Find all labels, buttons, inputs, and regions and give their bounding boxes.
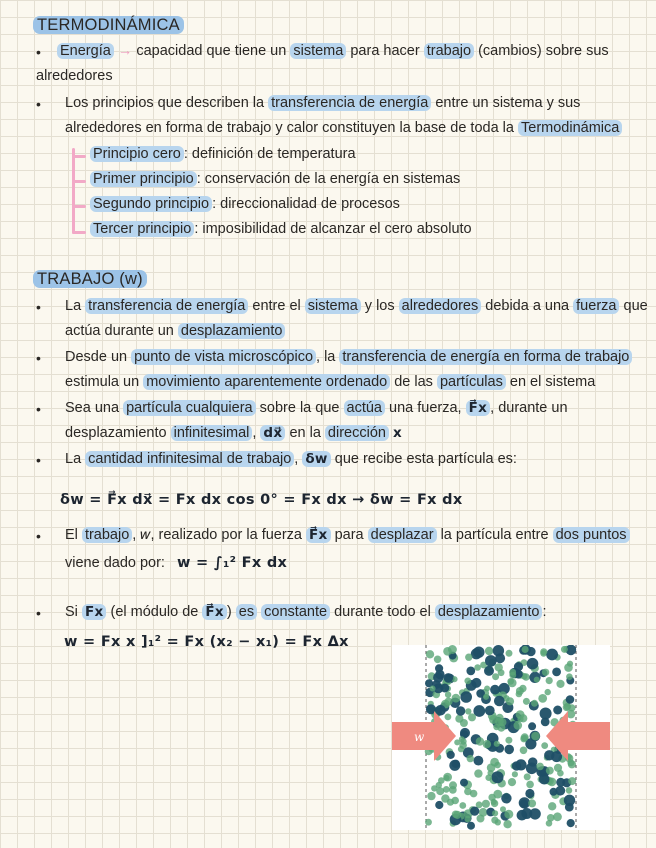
- particle: [485, 706, 495, 716]
- particle: [553, 706, 562, 715]
- particle: [564, 663, 573, 672]
- particle: [435, 705, 446, 716]
- text: que recibe esta partícula es:: [334, 451, 517, 467]
- energia-line-1: [57, 43, 609, 59]
- hl-transferencia: transferencia de energía en forma de trabajo: [339, 349, 632, 365]
- hl-es: es: [236, 604, 257, 620]
- hl-delta-w: δw: [302, 451, 330, 467]
- particle: [494, 696, 505, 707]
- particle: [508, 778, 516, 786]
- particle: [539, 774, 550, 785]
- text: para: [334, 527, 364, 543]
- text: :: [542, 604, 547, 620]
- bullet-dot: •: [36, 299, 41, 315]
- b2-line-2: [65, 374, 595, 390]
- particle: [536, 763, 544, 771]
- particle: [464, 788, 472, 796]
- hl-desplazar: desplazar: [368, 527, 437, 543]
- particle: [494, 741, 500, 747]
- hl-desplazamiento: desplazamiento: [178, 323, 286, 339]
- particle: [468, 713, 476, 721]
- particle: [473, 647, 484, 658]
- particle: [460, 691, 472, 703]
- particle: [505, 737, 512, 744]
- hl-fuerza: fuerza: [573, 298, 619, 314]
- text: desplazamiento: [65, 425, 167, 441]
- text: , la: [316, 349, 336, 365]
- particle: [520, 747, 528, 755]
- text: una fuerza,: [389, 400, 462, 416]
- particle: [484, 666, 494, 676]
- particle: [519, 685, 526, 692]
- particle: [517, 810, 528, 821]
- text: en la: [289, 425, 321, 441]
- b5-line-2: [65, 555, 287, 571]
- particle: [465, 708, 471, 714]
- particle: [492, 771, 504, 783]
- particle: [474, 769, 482, 777]
- particle: [567, 819, 575, 827]
- particle: [426, 650, 434, 658]
- particle: [464, 678, 471, 685]
- particle: [564, 795, 575, 806]
- pink-tree-line: [72, 148, 75, 234]
- particle: [517, 716, 523, 722]
- particle: [546, 677, 553, 684]
- particle: [534, 677, 540, 683]
- var-x: x: [392, 425, 402, 441]
- particle: [460, 779, 468, 787]
- text: (cambios) sobre sus: [478, 43, 609, 59]
- subitem-term: Principio cero: [90, 146, 184, 162]
- particle: [460, 719, 468, 727]
- particle: [550, 788, 558, 796]
- subitem-term: Tercer principio: [90, 221, 194, 237]
- particle: [568, 704, 575, 711]
- particle: [529, 808, 540, 819]
- particle: [526, 763, 538, 775]
- text: y los: [364, 298, 395, 314]
- text: entre un sistema y sus: [435, 95, 581, 111]
- particle: [444, 673, 454, 683]
- text: Sea una: [65, 400, 120, 416]
- text: capacidad que tiene un: [136, 43, 287, 59]
- particle: [512, 761, 521, 770]
- text: La: [65, 451, 82, 467]
- particle: [434, 656, 442, 664]
- particle: [466, 667, 475, 676]
- principios-line-1: [65, 95, 580, 111]
- text: La: [65, 298, 82, 314]
- hl-sistema: sistema: [305, 298, 361, 314]
- hl-trabajo: trabajo: [82, 527, 132, 543]
- particle: [483, 694, 489, 700]
- particle: [531, 700, 538, 707]
- bullet-dot: •: [36, 44, 41, 60]
- text: sobre la que: [259, 400, 340, 416]
- subitem-principio-cero: [90, 146, 356, 162]
- particle: [465, 654, 472, 661]
- bullet-dot: •: [36, 350, 41, 366]
- title-text: TERMODINÁMICA: [33, 16, 184, 34]
- bullet-dot: •: [36, 528, 41, 544]
- hl-movimiento: movimiento aparentemente ordenado: [143, 374, 390, 390]
- particle: [471, 678, 481, 688]
- particle: [447, 751, 455, 759]
- hl-fx-vector: F⃗x: [466, 400, 491, 416]
- hl-fx-vector: F⃗x: [306, 527, 331, 543]
- title-text: TRABAJO (w): [33, 270, 147, 288]
- text: entre el: [252, 298, 301, 314]
- pink-branch: [72, 180, 86, 183]
- particle: [459, 741, 467, 749]
- particle: [452, 760, 460, 768]
- subitem-text: : conservación de la energía en sistemas: [196, 171, 461, 187]
- particle: [547, 814, 555, 822]
- pink-branch: [72, 205, 86, 208]
- energia-term: Energía: [57, 43, 114, 59]
- particle: [528, 799, 536, 807]
- text: , 𝑤, realizado: [132, 527, 218, 543]
- particle: [485, 647, 493, 655]
- particle: [566, 695, 575, 704]
- particle: [482, 800, 490, 808]
- principios-line-2: [65, 120, 622, 136]
- particle: [545, 689, 551, 695]
- hl-particulas: partículas: [437, 374, 506, 390]
- particle: [551, 751, 562, 762]
- pink-branch: [72, 155, 86, 158]
- particle: [445, 692, 451, 698]
- particle: [566, 787, 573, 794]
- particle: [495, 819, 501, 825]
- text: ,: [294, 451, 299, 467]
- pink-arrow-icon: →: [117, 43, 133, 59]
- text: (el módulo de: [110, 604, 199, 620]
- particle: [436, 782, 442, 788]
- hl-transferencia: transferencia de energía: [268, 95, 431, 111]
- hl-direccion: dirección: [325, 425, 389, 441]
- section-title-termodinamica: [33, 16, 184, 35]
- particle: [470, 807, 479, 816]
- text: , durante un: [490, 400, 568, 416]
- subitem-tercer-principio: [90, 221, 472, 237]
- particle: [508, 679, 517, 688]
- particle: [444, 698, 452, 706]
- text: de las: [394, 374, 433, 390]
- b3-line-2: [65, 425, 402, 441]
- hl-trabajo: trabajo: [424, 43, 474, 59]
- particle: [556, 680, 564, 688]
- b4-line: [65, 451, 517, 467]
- text: por la fuerza: [221, 527, 302, 543]
- particle: [525, 789, 534, 798]
- b1-line-2: [65, 323, 285, 339]
- particle: [561, 646, 568, 653]
- arrow-label: w: [414, 730, 425, 744]
- particle: [493, 790, 502, 799]
- b6-line: [65, 604, 546, 620]
- particle: [504, 745, 514, 755]
- hl-desplazamiento: desplazamiento: [435, 604, 543, 620]
- particle: [435, 801, 443, 809]
- particle: [541, 742, 548, 749]
- text: en el sistema: [509, 374, 596, 390]
- particle: [520, 799, 529, 808]
- text: Si: [65, 604, 78, 620]
- particle: [427, 792, 435, 800]
- subitem-term: Primer principio: [90, 171, 197, 187]
- particle: [506, 650, 513, 657]
- particle: [456, 706, 465, 715]
- hl-actua: actúa: [344, 400, 385, 416]
- pink-branch: [72, 231, 86, 234]
- particle: [566, 673, 573, 680]
- hl-particula: partícula cualquiera: [123, 400, 256, 416]
- hl-punto-vista: punto de vista microscópico: [131, 349, 316, 365]
- hl-transferencia: transferencia de energía: [85, 298, 248, 314]
- text: alrededores en forma de trabajo y calor constituyen la base de toda la: [65, 120, 514, 136]
- particle: [503, 820, 511, 828]
- particle: [440, 684, 449, 693]
- subitem-segundo-principio: [90, 196, 400, 212]
- b1-line-1: [65, 298, 648, 314]
- particle: [531, 732, 540, 741]
- particle: [443, 647, 452, 656]
- bullet-dot: •: [36, 605, 41, 621]
- hl-dx-vector: dx⃗: [260, 425, 285, 441]
- particle: [523, 698, 530, 705]
- particle: [464, 816, 471, 823]
- particles-figure: [392, 645, 610, 830]
- particle: [548, 802, 556, 810]
- particle: [430, 686, 436, 692]
- hl-infinitesimal: infinitesimal: [171, 425, 253, 441]
- particle: [492, 673, 499, 680]
- text: estimula un: [65, 374, 140, 390]
- particles-svg: [392, 645, 610, 830]
- hl-dos-puntos: dos puntos: [553, 527, 630, 543]
- energia-line-2: alrededores: [36, 68, 113, 84]
- hl-sistema: sistema: [290, 43, 346, 59]
- b2-line-1: [65, 349, 632, 365]
- particle: [538, 694, 547, 703]
- particle: [552, 668, 561, 677]
- particle: [527, 658, 539, 670]
- particle: [512, 771, 518, 777]
- particle: [435, 664, 443, 672]
- subitem-text: : imposibilidad de alcanzar el cero absoluto: [194, 221, 472, 237]
- text: Los principios que describen la: [65, 95, 265, 111]
- particle: [496, 714, 504, 722]
- particle: [506, 697, 514, 705]
- particle: [467, 755, 474, 762]
- particle: [521, 735, 528, 742]
- text: ): [226, 604, 232, 620]
- text: durante todo el: [334, 604, 431, 620]
- section-title-trabajo: [33, 270, 147, 289]
- particle: [447, 799, 454, 806]
- bullet-dot: •: [36, 96, 41, 112]
- particle: [425, 819, 432, 826]
- particle: [492, 810, 498, 816]
- particle: [568, 777, 576, 785]
- particle: [467, 822, 475, 830]
- hl-constante: constante: [261, 604, 330, 620]
- particle: [504, 810, 513, 819]
- particle: [514, 721, 523, 730]
- particle: [490, 685, 500, 695]
- particle: [449, 781, 457, 789]
- particle: [490, 758, 499, 767]
- particle: [501, 793, 511, 803]
- particle: [485, 774, 492, 781]
- text: actúa durante un: [65, 323, 174, 339]
- hl-termodinamica: Termodinámica: [518, 120, 622, 136]
- particle: [553, 812, 562, 821]
- particle: [445, 714, 452, 721]
- particle: [528, 722, 536, 730]
- particle: [485, 655, 497, 667]
- particle: [495, 663, 503, 671]
- text: Desde un: [65, 349, 128, 365]
- particle: [452, 694, 461, 703]
- particle: [477, 815, 485, 823]
- particle: [509, 669, 516, 676]
- particle: [493, 645, 504, 656]
- text: debida a una: [485, 298, 570, 314]
- particle: [526, 781, 534, 789]
- bullet-dot: •: [36, 401, 41, 417]
- particle: [546, 767, 554, 775]
- hl-fx: Fx: [82, 604, 107, 620]
- particle: [474, 756, 484, 766]
- formula-constant-work: w = Fx x ]₁² = Fx (x₂ − x₁) = Fx Δx: [64, 634, 349, 650]
- particle: [491, 799, 497, 805]
- subitem-term: Segundo principio: [90, 196, 212, 212]
- b5-line-1: [65, 527, 630, 543]
- particle: [452, 811, 459, 818]
- text: viene dado por:: [65, 555, 165, 571]
- subitem-primer-principio: [90, 171, 460, 187]
- particle: [546, 649, 558, 661]
- particle: [540, 708, 552, 720]
- particle: [542, 669, 549, 676]
- hl-cantidad: cantidad infinitesimal de trabajo: [85, 451, 294, 467]
- particle: [522, 646, 529, 653]
- formula-delta-w: δw = F⃗x dx⃗ = Fx dx cos 0° = Fx dx → δw = Fx dx: [60, 492, 463, 508]
- formula-integral: w = ∫₁² Fx dx: [177, 555, 288, 571]
- text: la partícula entre: [440, 527, 549, 543]
- b3-line-1: [65, 400, 568, 416]
- hl-fx-vector: F⃗x: [202, 604, 227, 620]
- text: ,: [252, 425, 257, 441]
- particle: [567, 759, 574, 766]
- particle: [556, 778, 565, 787]
- text: para hacer: [350, 43, 420, 59]
- subitem-text: : definición de temperatura: [183, 146, 356, 162]
- hl-alrededores: alrededores: [399, 298, 482, 314]
- particle: [540, 648, 547, 655]
- particle: [459, 736, 465, 742]
- particle: [476, 737, 484, 745]
- particle: [500, 806, 506, 812]
- bullet-dot: •: [36, 452, 41, 468]
- particle: [459, 802, 466, 809]
- text: El: [65, 527, 78, 543]
- particle: [524, 773, 531, 780]
- particle: [436, 787, 444, 795]
- particle: [474, 664, 481, 671]
- particle: [557, 770, 564, 777]
- subitem-text: : direccionalidad de procesos: [212, 196, 400, 212]
- text: que: [623, 298, 648, 314]
